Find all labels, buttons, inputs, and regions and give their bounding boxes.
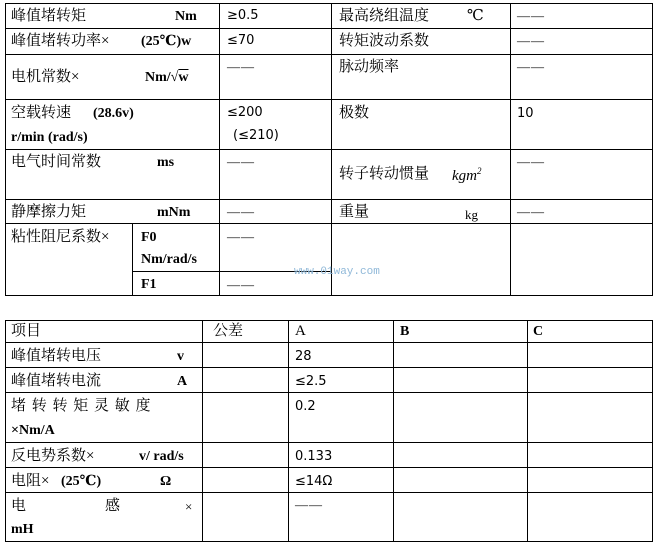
value-f1: —— [227,277,255,292]
label-back-emf: 反电势系数× [11,448,95,464]
value-inductance: —— [295,497,323,512]
label-weight: 重量 [339,204,370,220]
label-f0: F0 [141,230,157,245]
unit-nm: Nm [175,9,197,24]
unit-ms: ms [157,155,175,170]
label-pole-count: 极数 [339,105,370,121]
value-electrical-time-constant: —— [227,154,255,169]
value-motor-constant: —— [227,59,255,74]
label-f1: F1 [141,277,157,292]
header-tolerance: 公差 [213,323,244,339]
unit-power: (25℃)w [141,34,192,49]
unit-ohm: Ω [160,474,172,489]
value-static-friction: —— [227,204,255,219]
header-item: 项目 [11,323,42,339]
value-peak-stall-voltage: 28 [295,349,312,364]
value-weight: —— [517,204,545,219]
header-b: B [400,324,410,339]
value-resistance: ≤14Ω [295,474,333,489]
tolerance-table [5,320,653,542]
label-torque-sensitivity: 堵 转 转 矩 灵 敏 度 [11,398,152,414]
value-no-load-speed: ≤200 [227,105,263,120]
label-torque-ripple: 转矩波动系数 [339,33,430,49]
label-peak-stall-power: 峰值堵转功率× [11,33,110,49]
unit-celsius: ℃ [467,8,484,24]
value-torque-sensitivity: 0.2 [295,399,316,414]
value-pulse-frequency: —— [517,59,545,74]
value-peak-stall-current: ≤2.5 [295,374,327,389]
unit-mnm: mNm [157,205,191,220]
value-no-load-speed-alt: (≤210) [233,128,279,143]
label-peak-stall-current: 峰值堵转电流 [11,373,102,389]
header-a: A [295,323,306,339]
watermark: www.01way.com [294,266,380,278]
label-static-friction: 静摩擦力矩 [11,204,87,220]
label-motor-constant: 电机常数× [11,69,80,85]
label-peak-stall-torque: 峰值堵转矩 [11,8,87,24]
unit-speed: r/min (rad/s) [11,130,88,145]
label-peak-stall-voltage: 峰值堵转电压 [11,348,102,364]
unit-kg: kg [465,207,478,222]
value-pole-count: 10 [517,106,534,121]
unit-v: v [177,349,184,364]
label-electrical-time-constant: 电气时间常数 [11,154,102,170]
unit-temp: (25℃) [61,474,102,489]
unit-damping: Nm/rad/s [141,252,197,267]
label-pulse-frequency: 脉动频率 [339,59,400,75]
motor-parameters-table [5,3,653,296]
label-no-load-speed: 空载转速 [11,105,72,121]
value-max-winding-temp: —— [517,8,545,23]
label-inductance-b: 感 [105,498,121,514]
label-viscous-damping: 粘性阻尼系数× [11,229,110,245]
value-rotor-inertia: —— [517,154,545,169]
unit-mh: mH [11,522,34,537]
unit-a: A [177,374,188,389]
label-inductance-a: 电 [11,498,27,514]
value-peak-stall-torque: ≥0.5 [227,8,259,23]
value-f0: —— [227,229,255,244]
unit-inertia: kgm$^2$ [452,166,482,184]
header-c: C [533,324,544,339]
unit-torque-sensitivity: ×Nm/A [11,423,55,438]
value-torque-ripple: —— [517,33,545,48]
label-max-winding-temp: 最高绕组温度 [339,8,430,24]
unit-voltage: (28.6v) [93,106,134,121]
unit-back-emf: v/ rad/s [139,449,184,464]
label-inductance-x: × [185,499,193,514]
value-peak-stall-power: ≤70 [227,33,255,48]
label-resistance: 电阻× [11,473,50,489]
value-back-emf: 0.133 [295,449,333,464]
unit-motor-constant: Nm/√w [145,70,189,85]
label-rotor-inertia: 转子转动惯量 [339,166,430,182]
